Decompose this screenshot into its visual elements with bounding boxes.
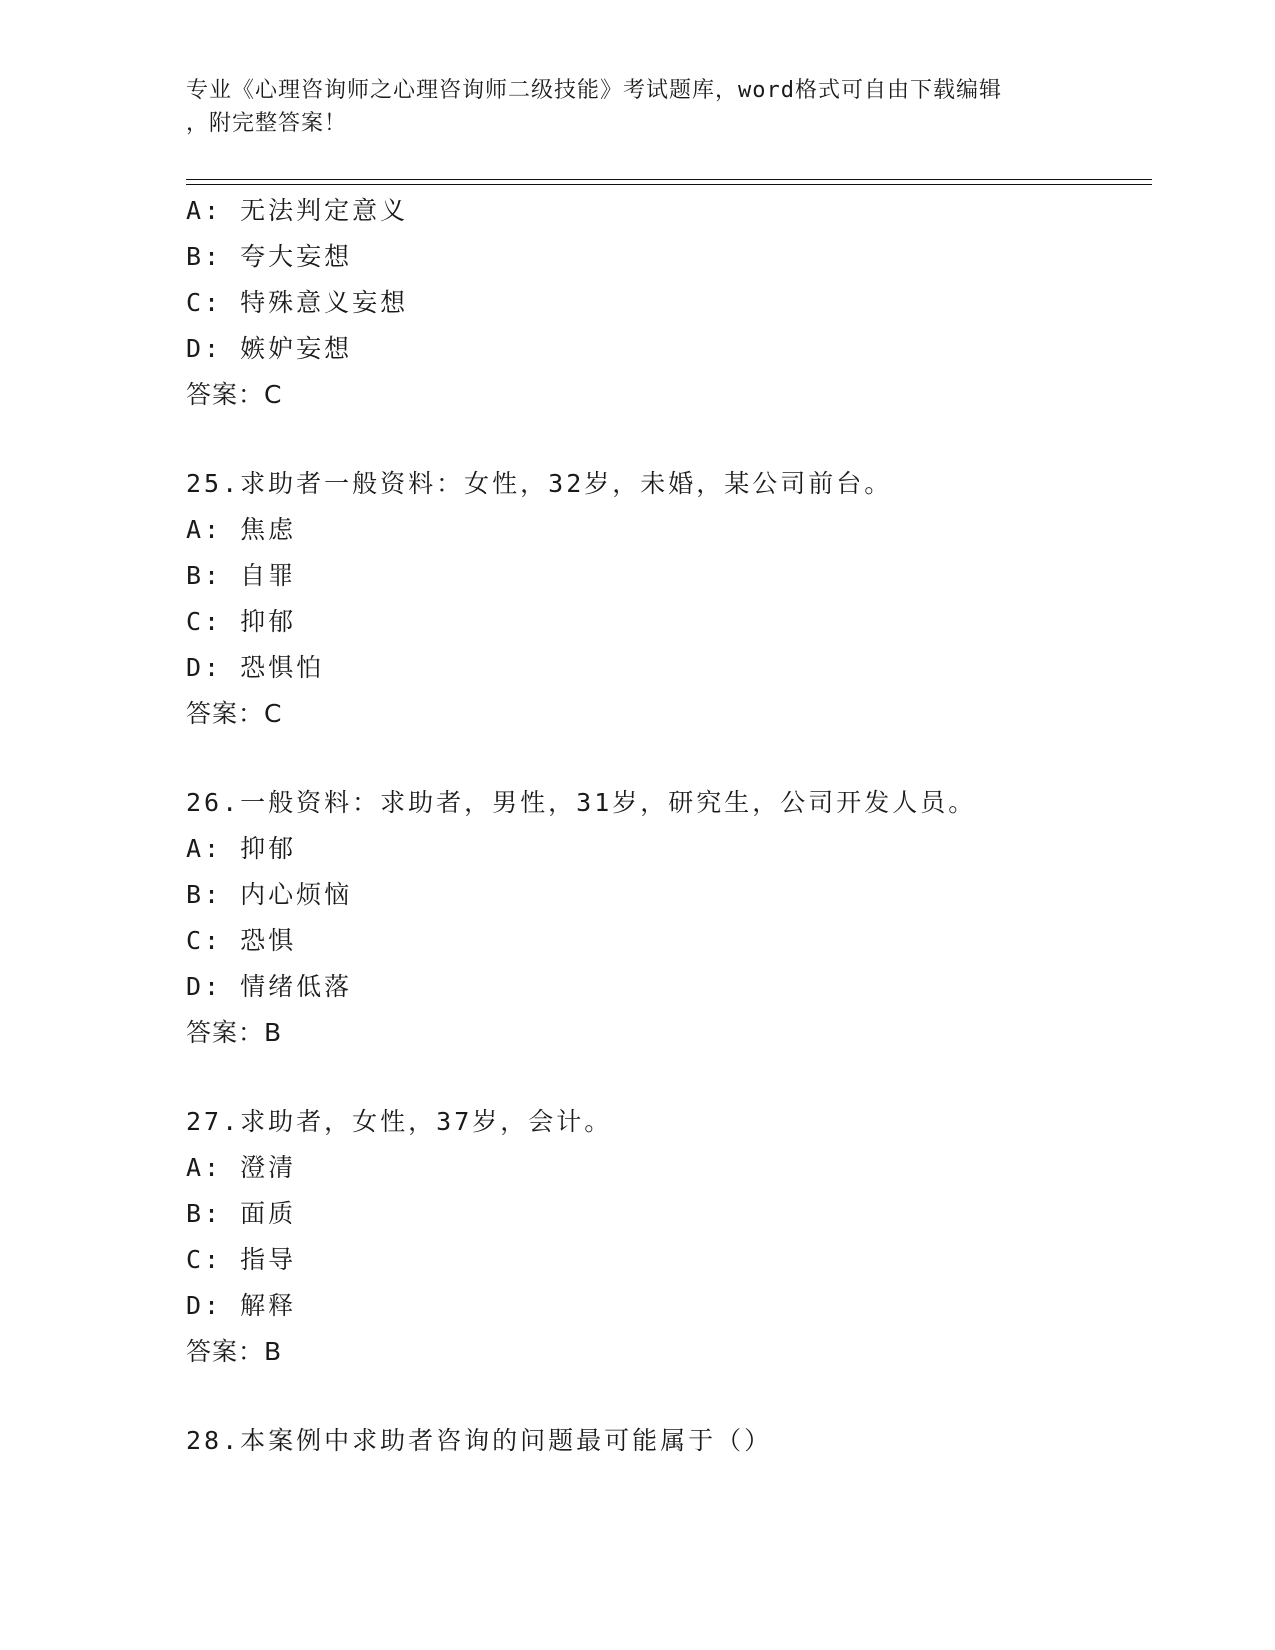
option-a: A: 澄清 (186, 1153, 297, 1182)
document-header (186, 74, 1086, 140)
option-c: C: 指导 (186, 1245, 297, 1274)
option-a: A: 焦虑 (186, 515, 297, 544)
option-d: D: 解释 (186, 1291, 297, 1320)
answer-line: 答案：C (186, 380, 283, 409)
answer-line: 答案：B (186, 1337, 283, 1366)
option-d: D: 情绪低落 (186, 972, 353, 1001)
option-d: D: 嫉妒妄想 (186, 334, 353, 363)
option-c: C: 恐惧 (186, 926, 297, 955)
option-d: D: 恐惧怕 (186, 653, 325, 682)
question-title: 27.求助者，女性，37岁，会计。 (186, 1107, 613, 1136)
option-a: A: 抑郁 (186, 834, 297, 863)
header-title-line2: ，附完整答案！ (186, 111, 348, 136)
option-b: B: 内心烦恼 (186, 880, 353, 909)
option-c: C: 抑郁 (186, 607, 297, 636)
answer-line: 答案：B (186, 1018, 283, 1047)
option-b: B: 自罪 (186, 561, 297, 590)
option-b: B: 面质 (186, 1199, 297, 1228)
option-c: C: 特殊意义妄想 (186, 288, 409, 317)
answer-line: 答案：C (186, 699, 283, 728)
option-a: A: 无法判定意义 (186, 196, 409, 225)
header-title-line1: 专业《心理咨询师之心理咨询师二级技能》考试题库，word格式可自由下载编辑 (186, 78, 1002, 103)
question-title: 25.求助者一般资料：女性，32岁，未婚，某公司前台。 (186, 469, 893, 498)
question-list (186, 188, 1152, 1464)
option-b: B: 夸大妄想 (186, 242, 353, 271)
header-divider-bottom (186, 184, 1152, 185)
question-title: 28.本案例中求助者咨询的问题最可能属于（） (186, 1426, 773, 1455)
question-title: 26.一般资料：求助者，男性，31岁，研究生，公司开发人员。 (186, 788, 977, 817)
header-divider-top (186, 179, 1152, 180)
